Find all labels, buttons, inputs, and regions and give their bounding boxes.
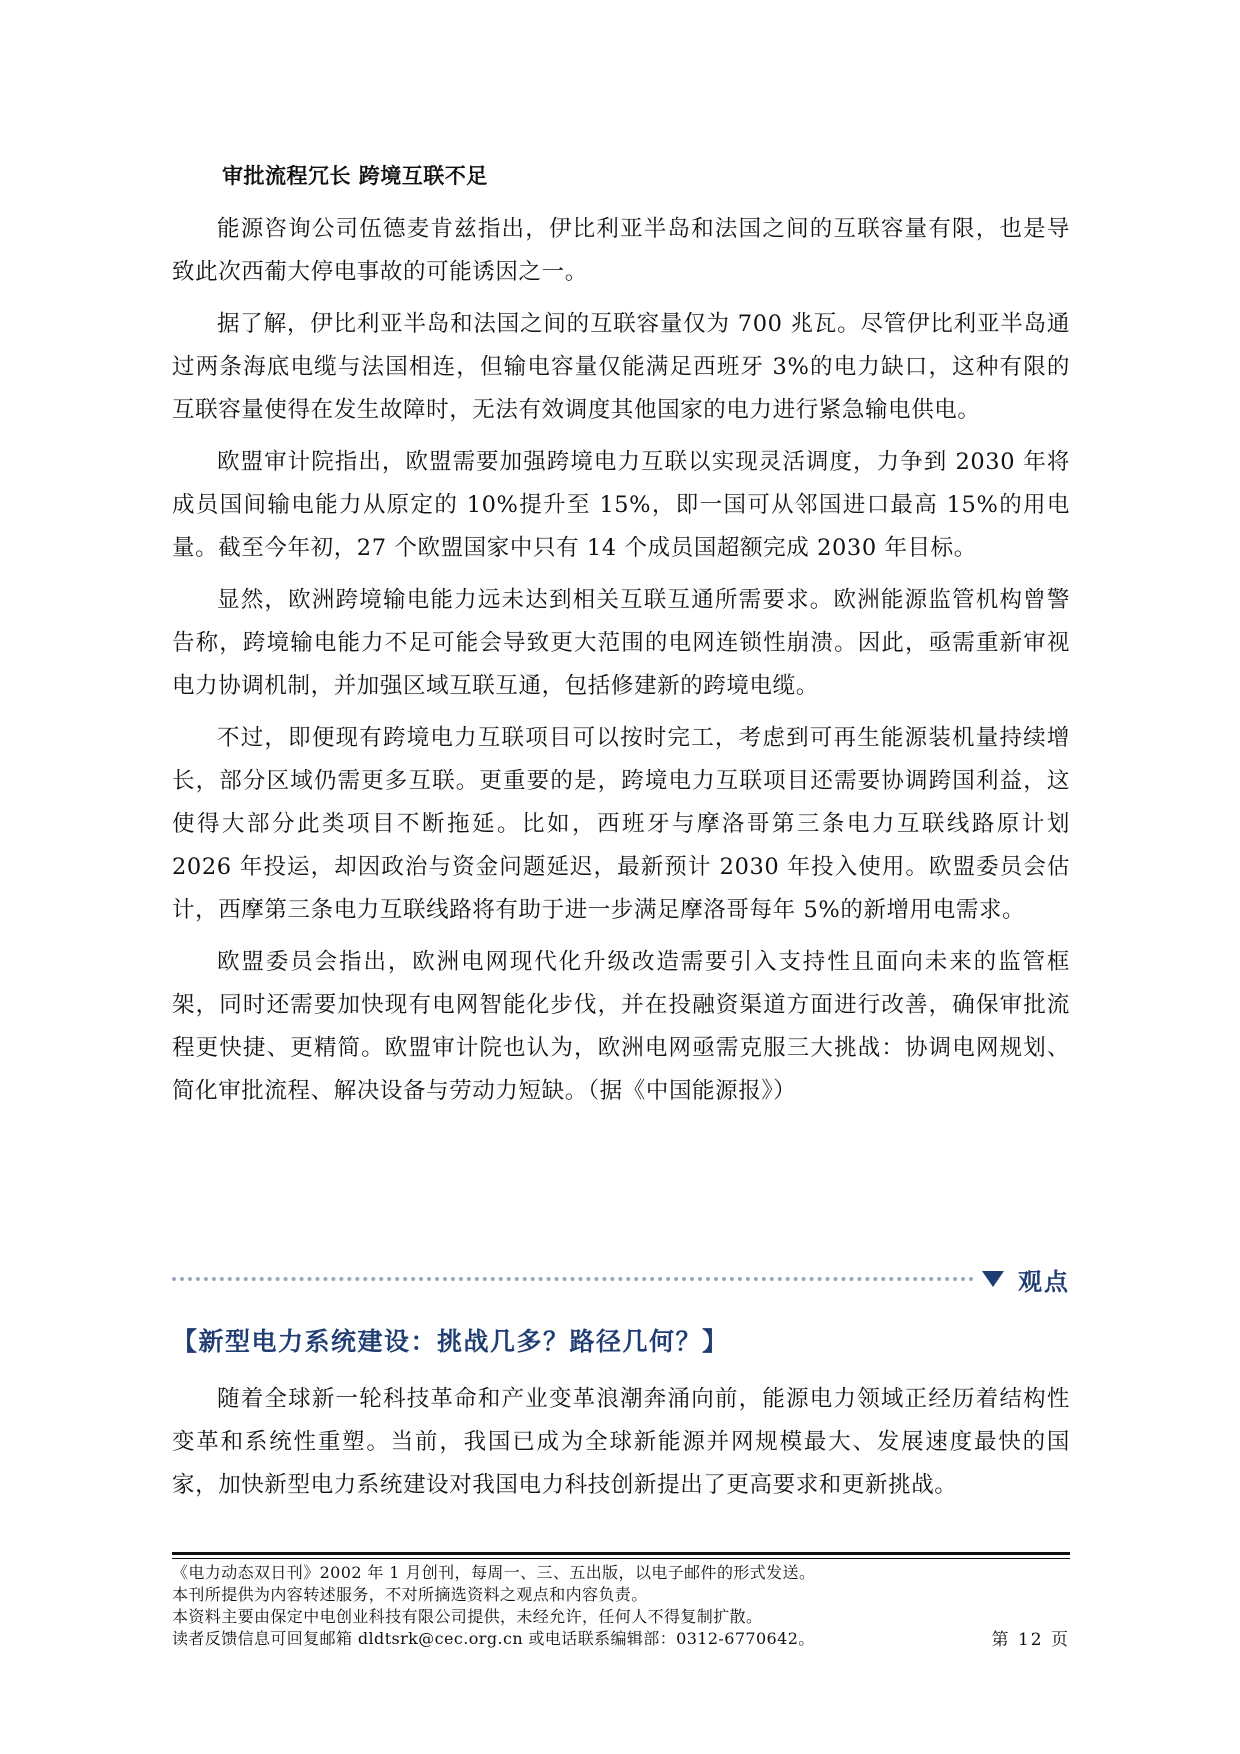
article-body: [172, 1378, 1070, 1516]
footer: [172, 1562, 1070, 1650]
dotted-rule: [172, 1277, 974, 1281]
paragraph: 欧盟审计院指出，欧盟需要加强跨境电力互联以实现灵活调度，力争到 2030 年将成员国间输电能力从原定的 10%提升至 15%，即一国可从邻国进口最高 15%的用电量。截至今年初，27 个欧盟国家中只有 14 个成员国超额完成 2030 年目标。: [172, 449, 1070, 561]
footer-line: 本刊所提供为内容转述服务，不对所摘选资料之观点和内容负责。: [172, 1585, 648, 1604]
article-title: 【新型电力系统建设：挑战几多？路径几何？】: [172, 1327, 729, 1356]
triangle-down-icon: [982, 1271, 1004, 1287]
section-content: [172, 160, 1070, 1122]
viewpoint-label: 观点: [1018, 1267, 1070, 1296]
paragraph: 据了解，伊比利亚半岛和法国之间的互联容量仅为 700 兆瓦。尽管伊比利亚半岛通过两条海底电缆与法国相连，但输电容量仅能满足西班牙 3%的电力缺口，这种有限的互联容量使得在发生故障时，无法有效调度其他国家的电力进行紧急输电供电。: [172, 311, 1070, 423]
paragraph: 欧盟委员会指出，欧洲电网现代化升级改造需要引入支持性且面向未来的监管框架，同时还需要加快现有电网智能化步伐，并在投融资渠道方面进行改善，确保审批流程更快捷、更精简。欧盟审计院也认为，欧洲电网亟需克服三大挑战：协调电网规划、简化审批流程、解决设备与劳动力短缺。（据《中国能源报》）: [172, 949, 1070, 1104]
footer-divider: [172, 1552, 1070, 1559]
footer-line: 本资料主要由保定中电创业科技有限公司提供，未经允许，任何人不得复制扩散。: [172, 1607, 763, 1626]
page-number: 第 12 页: [991, 1630, 1070, 1650]
paragraph: 不过，即便现有跨境电力互联项目可以按时完工，考虑到可再生能源装机量持续增长，部分区域仍需更多互联。更重要的是，跨境电力互联项目还需要协调跨国利益，这使得大部分此类项目不断拖延。比如，西班牙与摩洛哥第三条电力互联线路原计划 2026 年投运，却因政治与资金问题延迟，最新预计 2030 年投入使用。欧盟委员会估计，西摩第三条电力互联线路将有助于进一步满足摩洛哥每年 5%的新增用电需求。: [172, 725, 1070, 923]
section-heading: 审批流程冗长 跨境互联不足: [222, 164, 488, 188]
footer-line: 读者反馈信息可回复邮箱 dldtsrk@cec.org.cn 或电话联系编辑部：0312-6770642。: [172, 1629, 815, 1648]
viewpoint-divider: [172, 1264, 1070, 1294]
footer-line: 《电力动态双日刊》2002 年 1 月创刊，每周一、三、五出版，以电子邮件的形式发送。: [172, 1563, 816, 1582]
paragraph: 随着全球新一轮科技革命和产业变革浪潮奔涌向前，能源电力领域正经历着结构性变革和系统性重塑。当前，我国已成为全球新能源并网规模最大、发展速度最快的国家，加快新型电力系统建设对我国电力科技创新提出了更高要求和更新挑战。: [172, 1386, 1070, 1498]
paragraph: 能源咨询公司伍德麦肯兹指出，伊比利亚半岛和法国之间的互联容量有限，也是导致此次西葡大停电事故的可能诱因之一。: [172, 216, 1070, 285]
paragraph: 显然，欧洲跨境输电能力远未达到相关互联互通所需要求。欧洲能源监管机构曾警告称，跨境输电能力不足可能会导致更大范围的电网连锁性崩溃。因此，亟需重新审视电力协调机制，并加强区域互联互通，包括修建新的跨境电缆。: [172, 587, 1070, 699]
